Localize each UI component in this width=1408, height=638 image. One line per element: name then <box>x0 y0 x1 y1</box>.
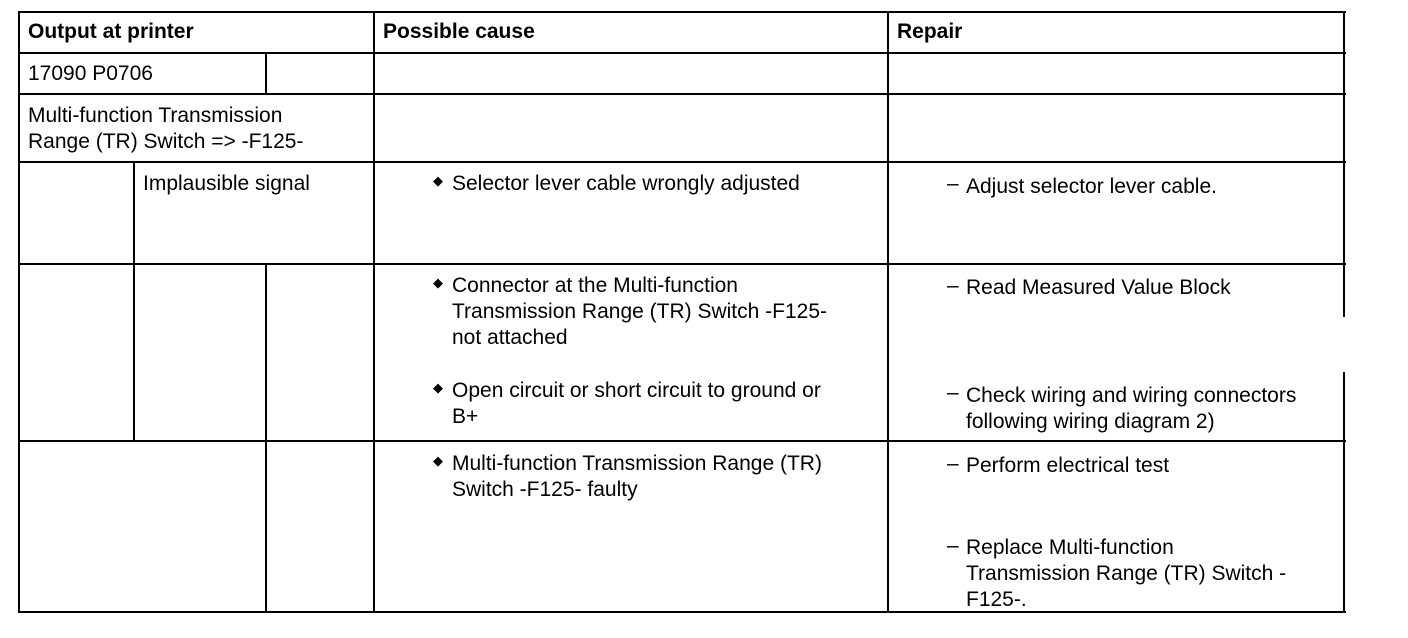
repair-5-line-3: F125-. <box>966 588 1027 611</box>
dash-icon: – <box>947 274 959 297</box>
rule-right-upper <box>1343 11 1345 317</box>
cause-4-line-1: Multi-function Transmission Range (TR) <box>452 452 822 475</box>
bullet-icon: ◆ <box>433 453 443 468</box>
rule-code-bottom <box>18 93 1346 95</box>
dash-icon: – <box>947 452 959 475</box>
rule-cause-repair <box>887 11 889 613</box>
cause-1-line-1: Selector lever cable wrongly adjusted <box>452 172 800 195</box>
header-output: Output at printer <box>28 20 194 43</box>
rule-bottom <box>18 611 1346 613</box>
repair-4-line-1: Perform electrical test <box>966 454 1170 477</box>
cause-2-line-3: not attached <box>452 326 568 349</box>
rule-wiring-bottom <box>18 440 1346 442</box>
dash-icon: – <box>947 172 959 195</box>
repair-5-line-2: Transmission Range (TR) Switch - <box>966 562 1287 585</box>
repair-3-line-2: following wiring diagram 2) <box>966 410 1215 433</box>
repair-2-line-1: Read Measured Value Block <box>966 276 1231 299</box>
component-line-1: Multi-function Transmission <box>28 104 283 127</box>
rule-indent-1 <box>133 161 135 442</box>
rule-output-cause <box>373 11 375 613</box>
repair-5-line-1: Replace Multi-function <box>966 536 1174 559</box>
rule-symptom-bottom <box>18 263 1346 265</box>
repair-1-line-1: Adjust selector lever cable. <box>966 175 1217 198</box>
rule-indent-2 <box>265 263 267 613</box>
bullet-icon: ◆ <box>433 380 443 395</box>
cause-4-line-2: Switch -F125- faulty <box>452 478 638 501</box>
header-repair: Repair <box>897 20 963 43</box>
dash-icon: – <box>947 534 959 557</box>
component-line-2: Range (TR) Switch => -F125- <box>28 130 304 153</box>
cause-2-line-2: Transmission Range (TR) Switch -F125- <box>452 300 827 323</box>
cause-3-line-1: Open circuit or short circuit to ground or <box>452 379 821 402</box>
rule-left <box>18 11 20 613</box>
cause-2-line-1: Connector at the Multi-function <box>452 274 738 297</box>
header-cause: Possible cause <box>383 20 535 43</box>
rule-right-lower <box>1343 372 1345 613</box>
rule-code-split <box>265 52 267 95</box>
bullet-icon: ◆ <box>433 275 443 290</box>
dash-icon: – <box>947 381 959 404</box>
rule-header-bottom <box>18 52 1346 54</box>
rule-top <box>18 11 1346 13</box>
fault-code: 17090 P0706 <box>28 62 153 85</box>
symptom: Implausible signal <box>143 172 310 195</box>
rule-component-bottom <box>18 161 1346 163</box>
repair-3-line-1: Check wiring and wiring connectors <box>966 384 1297 407</box>
cause-3-line-2: B+ <box>452 405 479 428</box>
bullet-icon: ◆ <box>433 173 443 188</box>
